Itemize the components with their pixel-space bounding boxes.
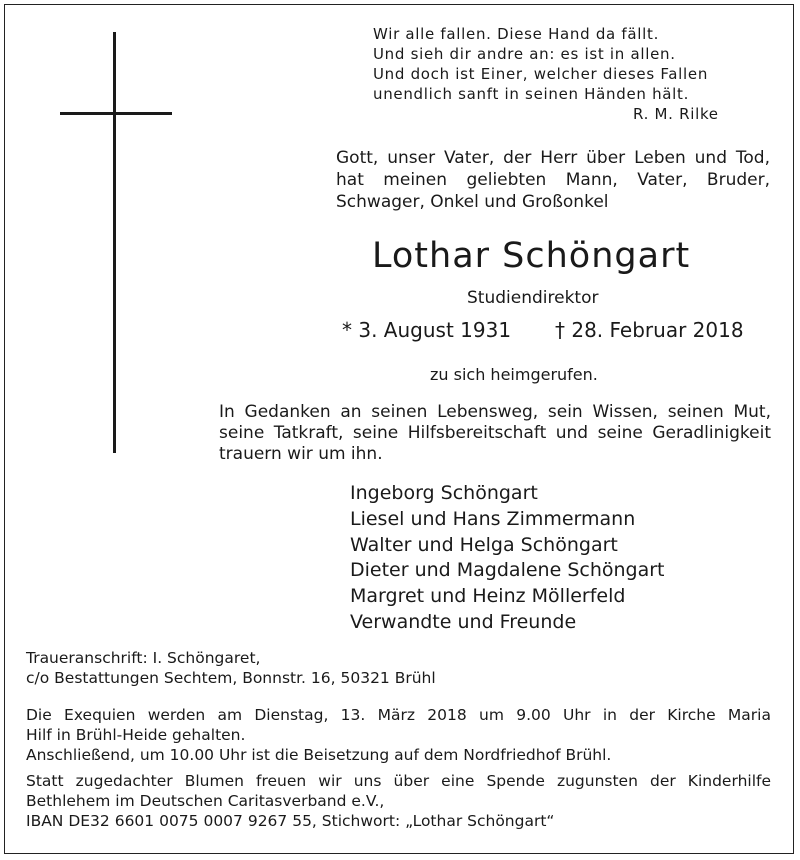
remembrance-text xyxy=(219,402,771,465)
address-line: c/o Bestattungen Sechtem, Bonnstr. 16, 50321 Brühl xyxy=(26,669,436,687)
intro-line: hat meinen geliebten Mann, Vater, Bruder, xyxy=(336,170,770,190)
mourner: Walter und Helga Schöngart xyxy=(350,533,618,556)
address-line: Traueranschrift: I. Schöngaret, xyxy=(26,649,261,667)
rilke-poem xyxy=(373,24,719,124)
cross-vertical-bar xyxy=(113,32,116,453)
donation-info xyxy=(26,771,771,831)
mourner: Liesel und Hans Zimmermann xyxy=(350,507,636,530)
exequies-info xyxy=(26,705,771,765)
poem-line: Und doch ist Einer, welcher dieses Fallen xyxy=(373,65,709,83)
donation-line: IBAN DE32 6601 0075 0007 9267 55, Stichwort: „Lothar Schöngart“ xyxy=(26,812,555,830)
called-home-text: zu sich heimgerufen. xyxy=(430,365,598,384)
intro-text xyxy=(336,147,770,213)
intro-line: Gott, unser Vater, der Herr über Leben und Tod, xyxy=(336,148,770,168)
remembrance-line: trauern wir um ihn. xyxy=(219,444,383,464)
remembrance-line: In Gedanken an seinen Lebensweg, sein Wissen, seinen Mut, xyxy=(219,402,771,422)
death-date: † 28. Februar 2018 xyxy=(555,318,744,342)
mourner: Verwandte und Freunde xyxy=(350,610,577,633)
poem-line: Und sieh dir andre an: es ist in allen. xyxy=(373,45,676,63)
mourner: Margret und Heinz Möllerfeld xyxy=(350,585,626,608)
mourners-list xyxy=(350,481,665,636)
exequies-line: Anschließend, um 10.00 Uhr ist die Beisetzung auf dem Nordfriedhof Brühl. xyxy=(26,746,612,764)
poem-line: unendlich sanft in seinen Händen hält. xyxy=(373,85,690,103)
mourner: Ingeborg Schöngart xyxy=(350,482,538,504)
deceased-name: Lothar Schöngart xyxy=(372,236,691,276)
cross-horizontal-bar xyxy=(60,112,172,115)
exequies-line: Die Exequien werden am Dienstag, 13. März 2018 um 9.00 Uhr in der Kirche Maria xyxy=(26,706,771,724)
deceased-title: Studiendirektor xyxy=(467,288,599,308)
mourner: Dieter und Magdalene Schöngart xyxy=(350,559,665,582)
donation-line: Bethlehem im Deutschen Caritasverband e.V., xyxy=(26,792,385,810)
donation-line: Statt zugedachter Blumen freuen wir uns über eine Spende zugunsten der Kinderhilfe xyxy=(26,772,771,790)
exequies-line: Hilf in Brühl-Heide gehalten. xyxy=(26,726,246,744)
birth-date: * 3. August 1931 xyxy=(342,318,512,342)
poem-line: Wir alle fallen. Diese Hand da fällt. xyxy=(373,25,660,43)
intro-line: Schwager, Onkel und Großonkel xyxy=(336,192,609,212)
poem-author: R. M. Rilke xyxy=(633,105,719,123)
remembrance-line: seine Tatkraft, seine Hilfsbereitschaft und seine Geradlinigkeit xyxy=(219,423,771,443)
mourning-address xyxy=(26,648,771,688)
